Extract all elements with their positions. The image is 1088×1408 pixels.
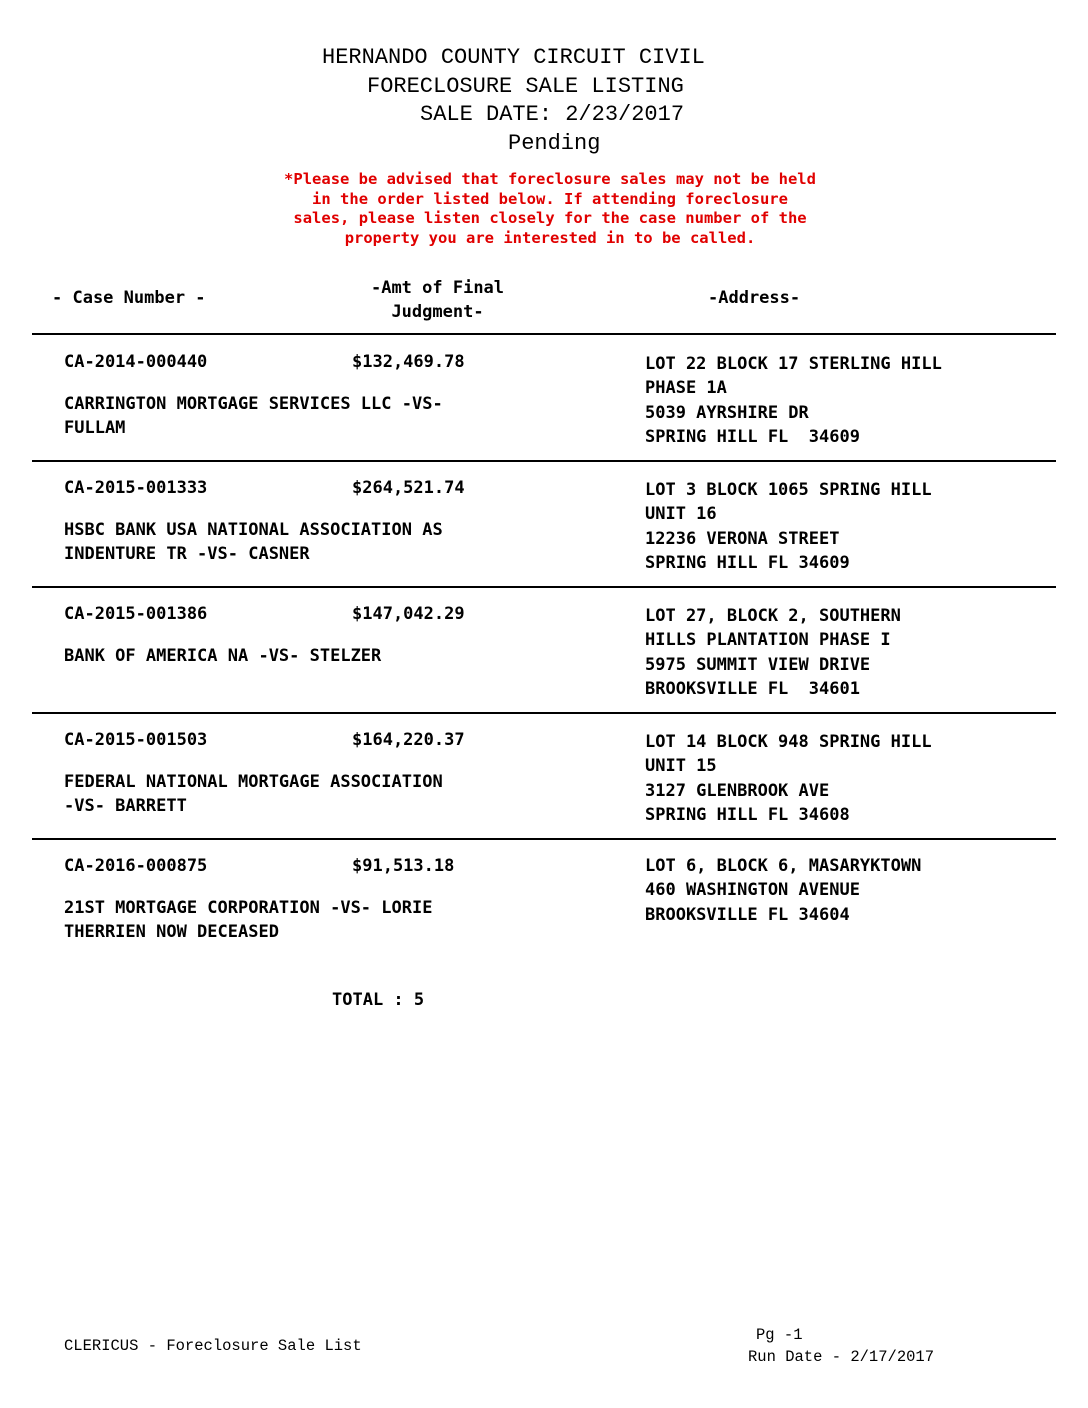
footer-run-date: Run Date - 2/17/2017 xyxy=(748,1348,935,1366)
judgment-amount: $147,042.29 xyxy=(352,604,465,624)
title-county: HERNANDO COUNTY CIRCUIT CIVIL xyxy=(322,45,705,70)
case-parties: BANK OF AMERICA NA -VS- STELZER xyxy=(64,646,382,666)
advisory-notice xyxy=(230,170,930,248)
judgment-amount: $264,521.74 xyxy=(352,478,465,498)
property-address: LOT 6, BLOCK 6, MASARYKTOWN 460 WASHINGTON AVENUE BROOKSVILLE FL 34604 xyxy=(645,856,922,925)
table-row xyxy=(0,714,1088,840)
column-header-case-number: - Case Number - xyxy=(52,288,206,308)
column-header-amount-line1: -Amt of Final xyxy=(370,278,505,298)
table-row xyxy=(0,336,1088,462)
property-address: LOT 14 BLOCK 948 SPRING HILL UNIT 15 3127 GLENBROOK AVE SPRING HILL FL 34608 xyxy=(645,732,932,826)
case-number: CA-2015-001333 xyxy=(64,478,208,498)
table-row xyxy=(0,462,1088,588)
column-header-amount xyxy=(350,276,525,324)
notice-line: in the order listed below. If attending foreclosure xyxy=(312,189,788,208)
case-number: CA-2015-001386 xyxy=(64,604,208,624)
notice-line: *Please be advised that foreclosure sales may not be held xyxy=(284,170,816,188)
document-title xyxy=(300,44,820,158)
title-listing: FORECLOSURE SALE LISTING xyxy=(367,73,684,99)
footer-page-number: Pg -1 xyxy=(756,1326,803,1344)
case-number: CA-2016-000875 xyxy=(64,856,208,876)
judgment-amount: $164,220.37 xyxy=(352,730,465,750)
case-number: CA-2014-000440 xyxy=(64,352,208,372)
table-row xyxy=(0,840,1088,966)
column-header-address: -Address- xyxy=(708,288,801,308)
title-status: Pending xyxy=(508,130,601,156)
property-address: LOT 3 BLOCK 1065 SPRING HILL UNIT 16 12236 VERONA STREET SPRING HILL FL 34609 xyxy=(645,480,932,574)
judgment-amount: $91,513.18 xyxy=(352,856,455,876)
case-parties: 21ST MORTGAGE CORPORATION -VS- LORIE THERRIEN NOW DECEASED xyxy=(64,898,433,943)
notice-line: property you are interested in to be called. xyxy=(344,228,756,247)
column-header-amount-line2: Judgment- xyxy=(391,302,484,322)
case-parties: CARRINGTON MORTGAGE SERVICES LLC -VS- FULLAM xyxy=(64,394,443,439)
divider xyxy=(32,333,1056,335)
table-row xyxy=(0,588,1088,714)
title-sale-date: SALE DATE: 2/23/2017 xyxy=(420,102,685,127)
property-address: LOT 27, BLOCK 2, SOUTHERN HILLS PLANTATION PHASE I 5975 SUMMIT VIEW DRIVE BROOKSVILLE FL 34601 xyxy=(645,606,901,700)
total-count: TOTAL : 5 xyxy=(332,990,425,1010)
footer-system-name: CLERICUS - Foreclosure Sale List xyxy=(64,1337,362,1355)
judgment-amount: $132,469.78 xyxy=(352,352,465,372)
case-number: CA-2015-001503 xyxy=(64,730,208,750)
property-address: LOT 22 BLOCK 17 STERLING HILL PHASE 1A 5039 AYRSHIRE DR SPRING HILL FL 34609 xyxy=(645,354,942,448)
notice-line: sales, please listen closely for the case number of the xyxy=(293,209,807,227)
case-parties: FEDERAL NATIONAL MORTGAGE ASSOCIATION -VS- BARRETT xyxy=(64,772,443,817)
case-parties: HSBC BANK USA NATIONAL ASSOCIATION AS INDENTURE TR -VS- CASNER xyxy=(64,520,443,565)
